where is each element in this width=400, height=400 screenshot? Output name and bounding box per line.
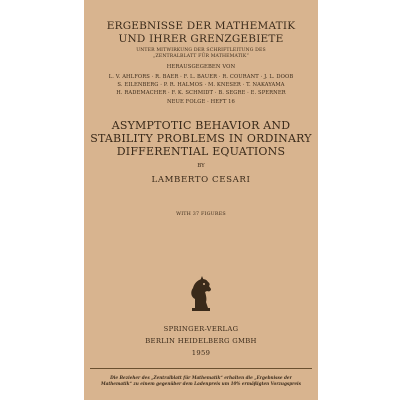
book-title-line3: DIFFERENTIAL EQUATIONS — [116, 145, 286, 158]
by-label: BY — [197, 163, 205, 169]
book-cover — [84, 0, 318, 400]
book-title-line2: STABILITY PROBLEMS IN ORDINARY — [90, 132, 312, 145]
author-name: LAMBERTO CESARI — [151, 175, 251, 185]
publisher-name: SPRINGER-VERLAG — [163, 325, 239, 333]
series-title-line2: UND IHRER GRENZGEBIETE — [118, 33, 284, 45]
subscriber-notice — [96, 375, 306, 387]
subscriber-notice-line1: Die Bezieher des „Zentralblatt für Mathematik“ erhalten die „Ergebnisse der — [110, 375, 292, 380]
figures-note: WITH 37 FIGURES — [176, 212, 226, 217]
series-issue: NEUE FOLGE · HEFT 16 — [167, 99, 235, 105]
publication-year: 1959 — [191, 349, 211, 357]
editors-line2: S. EILENBERG · P. R. HALMOS · M. KNESER · T. NAKAYAMA — [117, 82, 285, 88]
collaboration-line1: UNTER MITWIRKUNG DER SCHRIFTLEITUNG DES — [136, 48, 266, 53]
editors-heading: HERAUSGEGEBEN VON — [166, 64, 236, 70]
book-title-line1: ASYMPTOTIC BEHAVIOR AND — [111, 119, 291, 132]
collaboration-line2: „ZENTRALBLATT FÜR MATHEMATIK“ — [153, 54, 249, 59]
publisher-city: BERLIN HEIDELBERG GMBH — [145, 337, 257, 345]
divider-rule — [90, 368, 312, 369]
series-title-line1: ERGEBNISSE DER MATHEMATIK — [106, 20, 296, 32]
springer-knight-logo-icon — [184, 274, 216, 312]
editors-line1: L. V. AHLFORS · R. BAER · F. L. BAUER · R. COURANT · J. L. DOOB — [108, 74, 294, 80]
editors-line3: H. RADEMACHER · F. K. SCHMIDT · B. SEGRE · E. SPERNER — [116, 90, 286, 96]
subscriber-notice-line2: Mathematik“ zu einem gegenüber dem Ladenpreis um 10% ermäßigten Vorzugspreis — [100, 381, 301, 386]
